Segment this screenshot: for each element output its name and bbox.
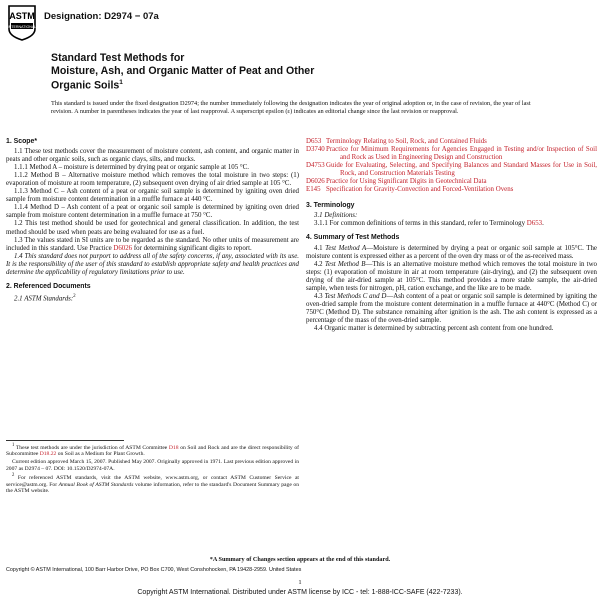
para-3-1-1: 3.1.1 For common definitions of terms in this standard, refer to Terminology D653.: [314, 220, 544, 228]
link-d18[interactable]: D18: [168, 444, 179, 451]
para-1-1: 1.1 These test methods cover the measurement of moisture content, ash content, and organic matter in peats and other organic soils, such as organic clays, silts, and mucks.: [6, 148, 299, 164]
reference-item: [306, 178, 597, 186]
reference-title-link[interactable]: Specification for Gravity-Convection and Forced-Ventilation Ovens: [326, 186, 514, 194]
link-d6026[interactable]: D6026: [113, 244, 133, 252]
reference-list: [306, 138, 597, 194]
para-1-4: 1.4 This standard does not purport to address all of the safety concerns, if any, associated with its use. It is the responsibility of the user of this standard to establish appropriate safety and health practices and determine the applicability of regulatory limitations prior to use.: [6, 252, 299, 276]
para-4-3: 4.3 Test Methods C and D—Ash content of a peat or organic soil sample is determined by igniting the oven-dried sample from the moisture content determination in a muffle furnace at 440°C (Method C) or 750°C (Method D). The substance remaining after ignition is the ash. The ash content is expressed as a percentage of the mass of the oven-dried sample.: [306, 292, 597, 324]
summary-heading: 4. Summary of Test Methods: [306, 234, 400, 242]
intro-note: This standard is issued under the fixed designation D2974; the number immediately following the designation indicates the year of original adoption or, in the case of revision, the year of last revision. A number in parentheses indicates the year of last reapproval. A superscript epsilon (ε) indicates an editorial change since the last revision or reapproval.: [51, 100, 531, 115]
reference-code-link[interactable]: D653: [306, 138, 322, 145]
para-4-2: 4.2 Test Method B—This is an alternative moisture method which removes the total moisture in two steps: (1) evaporation of moisture in air at room temperature (air-drying), and (2) the subsequent oven drying of the air-dried sample at 105°C. This method provides a more stable sample, the air-dried sample, when tests for nitrogen, pH, cation exchange, and the like are to be made.: [306, 260, 597, 292]
para-1-1-1: 1.1.1 Method A – moisture is determined by drying peat or organic sample at 105 °C.: [14, 164, 249, 172]
para-1-1-4: 1.1.4 Method D – Ash content of a peat or organic soil sample is determined by igniting oven dried sample from moisture content determination in a muffle furnace at 750 °C.: [6, 204, 299, 220]
title-line-3: Organic Soils: [51, 79, 120, 92]
reference-title-link[interactable]: Terminology Relating to Soil, Rock, and Contained Fluids: [326, 138, 487, 145]
left-column: [6, 138, 299, 303]
summary-of-changes-note: *A Summary of Changes section appears at the end of this standard.: [209, 556, 391, 563]
title-line-1: Standard Test Methods for: [51, 52, 185, 64]
referenced-documents-heading: 2. Referenced Documents: [6, 282, 91, 290]
para-2-1: 2.1 ASTM Standards:$^2$: [14, 293, 76, 303]
reference-code-link[interactable]: E145: [306, 186, 321, 194]
footnote-divider: [6, 440, 124, 441]
para-1-2: 1.2 This test method should be used for geotechnical and general classification. In addition, the test method should be used when peats are being evaluated for use as a fuel.: [6, 220, 299, 236]
link-d18-22[interactable]: D18.22: [39, 451, 57, 458]
reference-title-link[interactable]: Guide for Evaluating, Selecting, and Specifying Balances and Standard Masses for Use in Soil, Rock, and Construction Materials Testing: [326, 162, 597, 178]
para-3-1: 3.1 Definitions:: [314, 212, 358, 220]
scope-heading: 1. Scope*: [6, 138, 38, 145]
reference-code-link[interactable]: D6026: [306, 178, 325, 186]
reference-item: [306, 186, 597, 194]
footnote-1: $^1$ These test methods are under the jurisdiction of ASTM Committee D18 on Soil and Rock and are the direct responsibility of Subcommittee D18.22 on Soil as a Medium for Plant Growth.: [6, 443, 299, 458]
reference-code-link[interactable]: D4753: [306, 162, 325, 170]
para-1-1-2: 1.1.2 Method B – Alternative moisture method which removes the total moisture in two steps: (1) evaporation of moisture at room temperature, (2) subsequent oven drying of air dried sample at 105 °C.: [6, 172, 299, 188]
footnotes: [6, 443, 299, 496]
terminology-heading: 3. Terminology: [306, 202, 355, 210]
reference-item: [306, 138, 597, 146]
reference-code-link[interactable]: D3740: [306, 146, 325, 154]
astm-logo: [6, 5, 38, 41]
license-banner: Copyright ASTM International. Distributed under ASTM license by ICC - tel: 1-888-ICC-SAFE (422-7233).: [137, 589, 463, 596]
svg-text:INTERNATIONAL: INTERNATIONAL: [7, 25, 37, 29]
designation: Designation: D2974 − 07a: [44, 11, 159, 22]
document-title: [51, 52, 491, 92]
svg-text:ASTM: ASTM: [9, 11, 35, 21]
footnote-2: $^2$ For referenced ASTM standards, visit the ASTM website, www.astm.org, or contact ASTM Customer Service at service@astm.org. For Annual Book of ASTM Standards volume information, refer to the standard's Document Summary page on the ASTM website.: [6, 473, 300, 495]
page-number: 1: [298, 579, 302, 586]
reference-title-link[interactable]: Practice for Using Significant Digits in Geotechnical Data: [326, 178, 487, 186]
para-4-1: 4.1 Test Method A—Moisture is determined by drying a peat or organic soil sample at 105°C. The moisture content is expressed either as a percent of the oven dry mass or of the as-received mass.: [306, 244, 597, 260]
footnote-1-edition: Current edition approved March 15, 2007. Published May 2007. Originally approved in 1971. Last previous edition approved in 2007 as D2974 – 07. DOI: 10.1520/D2974-07A.: [6, 459, 299, 472]
reference-item: [306, 162, 597, 178]
title-line-2: Moisture, Ash, and Organic Matter of Peat and Other: [51, 64, 315, 77]
para-1-1-3: 1.1.3 Method C – Ash content of a peat or organic soil sample is determined by igniting oven dried sample from moisture content determination in a muffle furnace at 440 °C.: [6, 188, 299, 204]
title-footnote-mark: 1: [119, 79, 123, 87]
para-4-4: 4.4 Organic matter is determined by subtracting percent ash content from one hundred.: [314, 324, 554, 332]
reference-item: [306, 146, 597, 162]
link-d653[interactable]: D653: [526, 220, 543, 228]
para-1-3: 1.3 The values stated in SI units are to be regarded as the standard. No other units of measurement are included in this standard. Use Practice D6026 for determining significant digits to report.: [6, 236, 299, 252]
reference-title-link[interactable]: Practice for Minimum Requirements for Agencies Engaged in Testing and/or Inspection of Soil and Rock as Used in Engineering Design and Construction: [326, 146, 597, 162]
right-column: [306, 138, 597, 333]
copyright-line: Copyright © ASTM International, 100 Barr Harbor Drive, PO Box C700, West Conshohocken, PA 19428-2959. United States: [6, 567, 302, 573]
